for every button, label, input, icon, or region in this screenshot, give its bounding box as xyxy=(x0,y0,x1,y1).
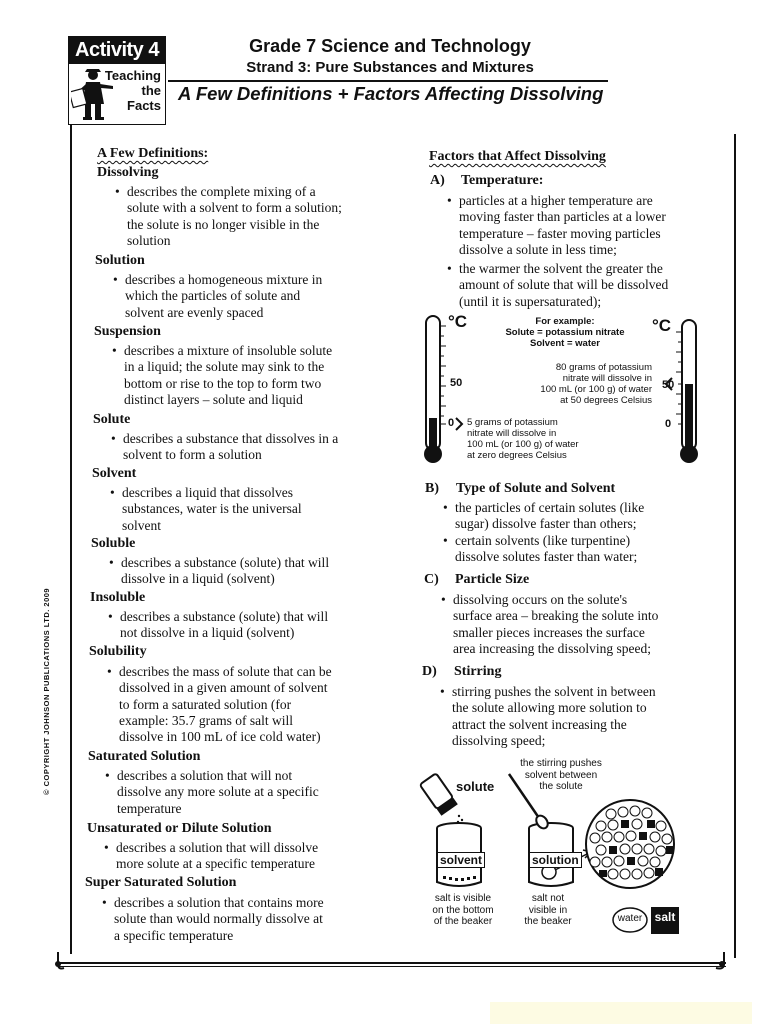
salt-legend-label: salt xyxy=(654,910,676,924)
particle-model xyxy=(586,800,674,888)
term-insoluble: Insoluble xyxy=(90,590,146,605)
scan-highlight xyxy=(490,1002,752,1024)
scroll-corner-right-icon xyxy=(708,950,730,972)
teaching-facts-box xyxy=(68,64,166,125)
scroll-corner-left-icon xyxy=(50,950,70,972)
hot-solubility-note: 80 grams of potassium nitrate will dissolve in 100 mL (or 100 g) of water at 50 degrees Celsius xyxy=(540,362,652,406)
example-label: For example: Solute = potassium nitrate Solvent = water xyxy=(505,316,625,349)
right-tick-0: 0 xyxy=(665,418,672,430)
term-super-saturated-solution: Super Saturated Solution xyxy=(85,875,237,890)
definition-super-saturated-solution: • describes a solution that contains more solute than would normally dissolve at a specific temperature xyxy=(102,895,324,943)
term-unsaturated-solution: Unsaturated or Dilute Solution xyxy=(87,821,272,836)
factors-heading: Factors that Affect Dissolving xyxy=(429,149,606,164)
factor-d-title: Stirring xyxy=(454,664,502,679)
cold-thermometer xyxy=(424,316,462,463)
term-dissolving: Dissolving xyxy=(97,165,159,180)
term-saturated-solution: Saturated Solution xyxy=(88,749,201,764)
thermo-unit-right: °C xyxy=(652,316,672,335)
caption-salt-not-visible: salt not visible in the beaker xyxy=(524,893,572,927)
thermo-unit-left: °C xyxy=(448,312,468,331)
definition-solute: • describes a substance that dissolves in a solvent to form a solution xyxy=(111,431,339,463)
factor-d-label: D) xyxy=(422,664,437,679)
solution-label: solution xyxy=(529,852,582,868)
definition-soluble: • describes a substance (solute) that will dissolve in a liquid (solvent) xyxy=(109,555,330,587)
header-divider xyxy=(168,80,608,82)
definition-dissolving: • describes the complete mixing of a solute with a solvent to form a solution; the solute is no longer visible in the solution xyxy=(115,184,342,248)
facts-label: Facts xyxy=(127,98,161,113)
left-tick-0: 0 xyxy=(448,417,455,429)
left-border xyxy=(70,124,72,954)
factor-c-title: Particle Size xyxy=(455,572,530,587)
bottom-border-thin xyxy=(58,966,726,967)
factor-a-bullet-2: • the warmer the solvent the greater the amount of solute that will be dissolved (until it is supersaturated); xyxy=(447,261,669,309)
factor-a-label: A) xyxy=(430,173,445,188)
copyright-notice: © COPYRIGHT JOHNSON PUBLICATIONS LTD. 2009 xyxy=(42,587,51,795)
definition-unsaturated-solution: • describes a solution that will dissolve more solute at a specific temperature xyxy=(104,840,319,872)
definition-suspension: • describes a mixture of insoluble solute in a liquid; the solute may sink to the bottom or rise to the top to form two distinct layers – solute and liquid xyxy=(112,343,333,407)
hot-thermometer xyxy=(666,320,698,463)
salt-shaker-icon xyxy=(420,773,458,816)
definition-solvent: • describes a liquid that dissolves substances, water is the universal solvent xyxy=(110,485,302,533)
factor-c-bullet-1: • dissolving occurs on the solute's surface area – breaking the solute into smaller pieces increases the surface area increasing the dissolving speed; xyxy=(441,592,659,656)
term-suspension: Suspension xyxy=(94,324,161,339)
definition-solubility: • describes the mass of solute that can be dissolved in a given amount of solvent to form a saturated solution (for example: 35.7 grams of salt will dissolve in 100 mL of ice cold water) xyxy=(107,664,332,745)
water-legend-label: water xyxy=(617,913,643,924)
solute-label: solute xyxy=(456,779,495,794)
factor-a-title: Temperature: xyxy=(461,173,544,188)
term-solute: Solute xyxy=(93,412,131,427)
definition-saturated-solution: • describes a solution that will not dissolve any more solute at a specific temperature xyxy=(105,768,319,816)
definition-solution: • describes a homogeneous mixture in which the particles of solute and solvent are evenly spaced xyxy=(113,272,323,320)
cold-solubility-note: 5 grams of potassium nitrate will dissolve in 100 mL (or 100 g) of water at zero degrees Celsius xyxy=(467,417,579,461)
factor-b-bullet-1: • the particles of certain solutes (like sugar) dissolve faster than others; xyxy=(443,500,645,532)
right-border xyxy=(734,134,736,958)
right-tick-50: 50 xyxy=(662,379,675,391)
teaching-label: Teaching xyxy=(104,68,161,83)
factor-b-label: B) xyxy=(425,481,439,496)
grade-title: Grade 7 Science and Technology xyxy=(249,36,531,56)
definition-insoluble: • describes a substance (solute) that will not dissolve in a liquid (solvent) xyxy=(108,609,329,641)
activity-badge: Activity 4 xyxy=(68,36,166,64)
stirring-note: the stirring pushes solvent between the solute xyxy=(520,758,602,792)
strand-title: Strand 3: Pure Substances and Mixtures xyxy=(246,59,534,76)
factor-a-bullet-1: • particles at a higher temperature are moving faster than particles at a lower temperature – faster moving particles dissolve a solute in less time; xyxy=(447,193,666,257)
factor-b-title: Type of Solute and Solvent xyxy=(456,481,616,496)
bottom-border xyxy=(58,962,726,964)
caption-salt-visible: salt is visible on the bottom of the beaker xyxy=(432,893,494,927)
factor-d-bullet-1: • stirring pushes the solvent in between the solute allowing more solution to attract the solvent increasing the dissolving speed; xyxy=(440,684,656,748)
solvent-label: solvent xyxy=(437,852,485,868)
factor-c-label: C) xyxy=(424,572,439,587)
term-solubility: Solubility xyxy=(89,644,147,659)
the-label: the xyxy=(141,83,161,98)
term-solution: Solution xyxy=(95,253,145,268)
page-title: A Few Definitions + Factors Affecting Dissolving xyxy=(178,83,604,104)
left-tick-50: 50 xyxy=(450,377,463,389)
term-soluble: Soluble xyxy=(91,536,136,551)
factor-b-bullet-2: • certain solvents (like turpentine) dissolve solutes faster than water; xyxy=(443,533,638,565)
term-solvent: Solvent xyxy=(92,466,137,481)
definitions-heading: A Few Definitions: xyxy=(97,146,209,161)
